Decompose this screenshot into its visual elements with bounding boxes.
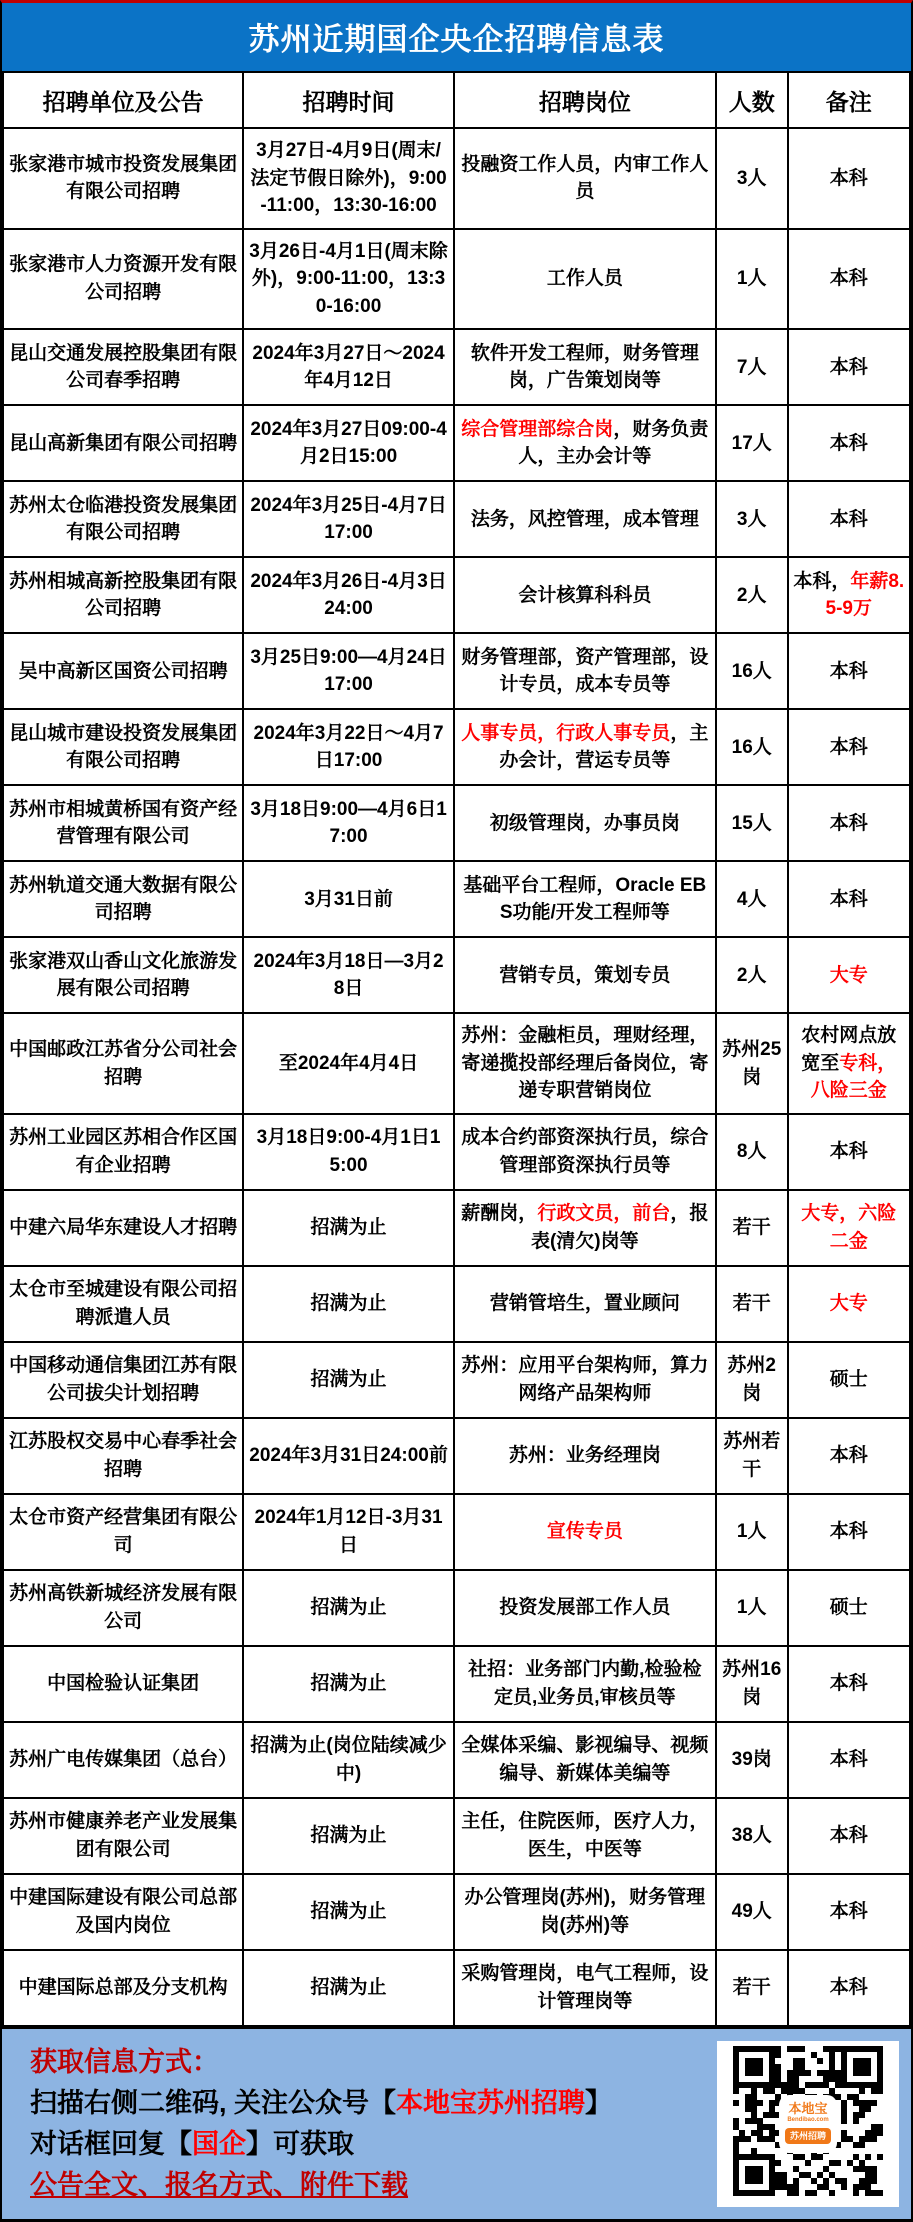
company-cell: 苏州高铁新城经济发展有限公司 <box>3 1570 243 1646</box>
table-header <box>3 72 910 128</box>
table-row <box>3 1266 910 1342</box>
count-cell: 39岗 <box>716 1722 788 1798</box>
count-cell: 7人 <box>716 329 788 405</box>
footer-line-scan: 扫描右侧二维码, 关注公众号【本地宝苏州招聘】 <box>30 2087 613 2118</box>
table-row <box>3 937 910 1013</box>
positions-cell: 人事专员，行政人事专员，主办会计，营运专员等 <box>454 709 716 785</box>
positions-cell: 全媒体采编、影视编导、视频编导、新媒体美编等 <box>454 1722 716 1798</box>
time-cell: 招满为止 <box>243 1798 453 1874</box>
remark-cell: 本科 <box>788 405 910 481</box>
positions-cell: 基础平台工程师，Oracle EBS功能/开发工程师等 <box>454 861 716 937</box>
table-row <box>3 1114 910 1190</box>
remark-cell: 大专，六险二金 <box>788 1190 910 1266</box>
company-cell: 张家港双山香山文化旅游发展有限公司招聘 <box>3 937 243 1013</box>
company-cell: 苏州市相城黄桥国有资产经营管理有限公司 <box>3 785 243 861</box>
count-cell: 8人 <box>716 1114 788 1190</box>
count-cell: 1人 <box>716 229 788 330</box>
table-row <box>3 1950 910 2026</box>
remark-cell: 本科 <box>788 1722 910 1798</box>
time-cell: 2024年3月22日～4月7日17:00 <box>243 709 453 785</box>
table-row <box>3 1874 910 1950</box>
time-cell: 2024年3月26日-4月3日24:00 <box>243 557 453 633</box>
table-row <box>3 1646 910 1722</box>
qr-center-badge <box>781 2097 835 2151</box>
qr-panel <box>717 2041 899 2207</box>
remark-cell: 大专 <box>788 1266 910 1342</box>
remark-cell: 本科 <box>788 709 910 785</box>
table-row <box>3 405 910 481</box>
time-cell: 3月31日前 <box>243 861 453 937</box>
positions-cell: 成本合约部资深执行员，综合管理部资深执行员等 <box>454 1114 716 1190</box>
time-cell: 招满为止 <box>243 1646 453 1722</box>
table-row <box>3 481 910 557</box>
remark-cell: 本科 <box>788 1494 910 1570</box>
time-cell: 招满为止 <box>243 1266 453 1342</box>
count-cell: 38人 <box>716 1798 788 1874</box>
footer-line-reply: 对话框回复【国企】可获取 <box>30 2128 354 2159</box>
remark-cell: 本科 <box>788 1874 910 1950</box>
table-row <box>3 1190 910 1266</box>
remark-cell: 本科 <box>788 1646 910 1722</box>
count-cell: 2人 <box>716 937 788 1013</box>
footer-text <box>30 2042 711 2206</box>
company-cell: 苏州广电传媒集团（总台） <box>3 1722 243 1798</box>
remark-cell: 本科 <box>788 229 910 330</box>
company-cell: 张家港市城市投资发展集团有限公司招聘 <box>3 128 243 229</box>
remark-cell: 本科 <box>788 1798 910 1874</box>
page-title: 苏州近期国企央企招聘信息表 <box>2 3 911 71</box>
time-cell: 3月25日9:00—4月24日17:00 <box>243 633 453 709</box>
company-cell: 中国检验认证集团 <box>3 1646 243 1722</box>
count-cell: 3人 <box>716 128 788 229</box>
count-cell: 若干 <box>716 1190 788 1266</box>
remark-cell: 本科，年薪8.5-9万 <box>788 557 910 633</box>
table-row <box>3 329 910 405</box>
time-cell: 招满为止 <box>243 1190 453 1266</box>
company-cell: 苏州轨道交通大数据有限公司招聘 <box>3 861 243 937</box>
remark-cell: 本科 <box>788 785 910 861</box>
time-cell: 2024年3月31日24:00前 <box>243 1418 453 1494</box>
company-cell: 昆山高新集团有限公司招聘 <box>3 405 243 481</box>
count-cell: 若干 <box>716 1266 788 1342</box>
header-row <box>3 72 910 128</box>
footer <box>2 2027 911 2222</box>
company-cell: 昆山交通发展控股集团有限公司春季招聘 <box>3 329 243 405</box>
remark-cell: 本科 <box>788 1418 910 1494</box>
company-cell: 中建国际总部及分支机构 <box>3 1950 243 2026</box>
time-cell: 招满为止 <box>243 1570 453 1646</box>
table-row <box>3 1013 910 1114</box>
remark-cell: 本科 <box>788 633 910 709</box>
time-cell: 2024年3月27日～2024年4月12日 <box>243 329 453 405</box>
company-cell: 张家港市人力资源开发有限公司招聘 <box>3 229 243 330</box>
remark-cell: 硕士 <box>788 1342 910 1418</box>
header-remark: 备注 <box>788 72 910 128</box>
time-cell: 招满为止 <box>243 1950 453 2026</box>
time-cell: 2024年1月12日-3月31日 <box>243 1494 453 1570</box>
positions-cell: 宣传专员 <box>454 1494 716 1570</box>
table-row <box>3 128 910 229</box>
header-company: 招聘单位及公告 <box>3 72 243 128</box>
table-row <box>3 785 910 861</box>
qr-badge-subtitle: Bendibao.com <box>787 2116 829 2123</box>
remark-cell: 本科 <box>788 329 910 405</box>
company-cell: 中建六局华东建设人才招聘 <box>3 1190 243 1266</box>
header-count: 人数 <box>716 72 788 128</box>
company-cell: 中国移动通信集团江苏有限公司拔尖计划招聘 <box>3 1342 243 1418</box>
count-cell: 1人 <box>716 1494 788 1570</box>
table-row <box>3 1798 910 1874</box>
count-cell: 15人 <box>716 785 788 861</box>
table-row <box>3 1494 910 1570</box>
time-cell: 招满为止(岗位陆续减少中) <box>243 1722 453 1798</box>
footer-line-link: 公告全文、报名方式、附件下载 <box>30 2169 408 2200</box>
header-positions: 招聘岗位 <box>454 72 716 128</box>
positions-cell: 苏州：应用平台架构师，算力网络产品架构师 <box>454 1342 716 1418</box>
count-cell: 49人 <box>716 1874 788 1950</box>
header-time: 招聘时间 <box>243 72 453 128</box>
time-cell: 招满为止 <box>243 1342 453 1418</box>
table-row <box>3 1722 910 1798</box>
time-cell: 至2024年4月4日 <box>243 1013 453 1114</box>
positions-cell: 投资发展部工作人员 <box>454 1570 716 1646</box>
count-cell: 苏州25岗 <box>716 1013 788 1114</box>
table-row <box>3 1570 910 1646</box>
count-cell: 17人 <box>716 405 788 481</box>
table-row <box>3 633 910 709</box>
remark-cell: 大专 <box>788 937 910 1013</box>
positions-cell: 营销专员，策划专员 <box>454 937 716 1013</box>
table-row <box>3 557 910 633</box>
count-cell: 3人 <box>716 481 788 557</box>
positions-cell: 营销管培生，置业顾问 <box>454 1266 716 1342</box>
positions-cell: 办公管理岗(苏州)，财务管理岗(苏州)等 <box>454 1874 716 1950</box>
remark-cell: 本科 <box>788 1950 910 2026</box>
remark-cell: 农村网点放宽至专科，八险三金 <box>788 1013 910 1114</box>
positions-cell: 软件开发工程师，财务管理岗，广告策划岗等 <box>454 329 716 405</box>
time-cell: 2024年3月25日-4月7日17:00 <box>243 481 453 557</box>
positions-cell: 薪酬岗，行政文员，前台，报表(清欠)岗等 <box>454 1190 716 1266</box>
count-cell: 4人 <box>716 861 788 937</box>
company-cell: 苏州工业园区苏相合作区国有企业招聘 <box>3 1114 243 1190</box>
company-cell: 苏州相城高新控股集团有限公司招聘 <box>3 557 243 633</box>
remark-cell: 本科 <box>788 1114 910 1190</box>
company-cell: 中建国际建设有限公司总部及国内岗位 <box>3 1874 243 1950</box>
footer-line-heading: 获取信息方式： <box>30 2046 219 2077</box>
time-cell: 2024年3月18日—3月28日 <box>243 937 453 1013</box>
count-cell: 1人 <box>716 1570 788 1646</box>
table-row <box>3 229 910 330</box>
company-cell: 昆山城市建设投资发展集团有限公司招聘 <box>3 709 243 785</box>
table-body <box>3 128 910 2026</box>
remark-cell: 本科 <box>788 481 910 557</box>
positions-cell: 采购管理岗，电气工程师，设计管理岗等 <box>454 1950 716 2026</box>
positions-cell: 社招：业务部门内勤,检验检定员,业务员,审核员等 <box>454 1646 716 1722</box>
table-row <box>3 709 910 785</box>
table-row <box>3 1342 910 1418</box>
recruitment-table <box>2 71 911 2027</box>
remark-cell: 硕士 <box>788 1570 910 1646</box>
remark-cell: 本科 <box>788 128 910 229</box>
positions-cell: 综合管理部综合岗，财务负责人，主办会计等 <box>454 405 716 481</box>
positions-cell: 会计核算科科员 <box>454 557 716 633</box>
time-cell: 招满为止 <box>243 1874 453 1950</box>
positions-cell: 主任，住院医师，医疗人力，医生，中医等 <box>454 1798 716 1874</box>
time-cell: 3月18日9:00-4月1日15:00 <box>243 1114 453 1190</box>
company-cell: 太仓市资产经营集团有限公司 <box>3 1494 243 1570</box>
remark-cell: 本科 <box>788 861 910 937</box>
count-cell: 16人 <box>716 633 788 709</box>
time-cell: 3月26日-4月1日(周末除外)，9:00-11:00，13:30-16:00 <box>243 229 453 330</box>
count-cell: 16人 <box>716 709 788 785</box>
positions-cell: 初级管理岗，办事员岗 <box>454 785 716 861</box>
count-cell: 苏州若干 <box>716 1418 788 1494</box>
table-row <box>3 1418 910 1494</box>
time-cell: 3月27日-4月9日(周末/法定节假日除外)，9:00-11:00，13:30-16:00 <box>243 128 453 229</box>
time-cell: 3月18日9:00—4月6日17:00 <box>243 785 453 861</box>
company-cell: 江苏股权交易中心春季社会招聘 <box>3 1418 243 1494</box>
table-row <box>3 861 910 937</box>
positions-cell: 投融资工作人员，内审工作人员 <box>454 128 716 229</box>
positions-cell: 法务，风控管理，成本管理 <box>454 481 716 557</box>
company-cell: 苏州市健康养老产业发展集团有限公司 <box>3 1798 243 1874</box>
time-cell: 2024年3月27日09:00-4月2日15:00 <box>243 405 453 481</box>
count-cell: 若干 <box>716 1950 788 2026</box>
positions-cell: 苏州：金融柜员，理财经理，寄递揽投部经理后备岗位，寄递专职营销岗位 <box>454 1013 716 1114</box>
company-cell: 吴中高新区国资公司招聘 <box>3 633 243 709</box>
count-cell: 2人 <box>716 557 788 633</box>
qr-badge-title: 本地宝 <box>788 2100 828 2116</box>
count-cell: 苏州2岗 <box>716 1342 788 1418</box>
positions-cell: 苏州：业务经理岗 <box>454 1418 716 1494</box>
company-cell: 苏州太仓临港投资发展集团有限公司招聘 <box>3 481 243 557</box>
positions-cell: 工作人员 <box>454 229 716 330</box>
qr-badge-bottom: 苏州招聘 <box>785 2128 831 2144</box>
positions-cell: 财务管理部，资产管理部，设计专员，成本专员等 <box>454 633 716 709</box>
count-cell: 苏州16岗 <box>716 1646 788 1722</box>
company-cell: 太仓市至城建设有限公司招聘派遣人员 <box>3 1266 243 1342</box>
company-cell: 中国邮政江苏省分公司社会招聘 <box>3 1013 243 1114</box>
